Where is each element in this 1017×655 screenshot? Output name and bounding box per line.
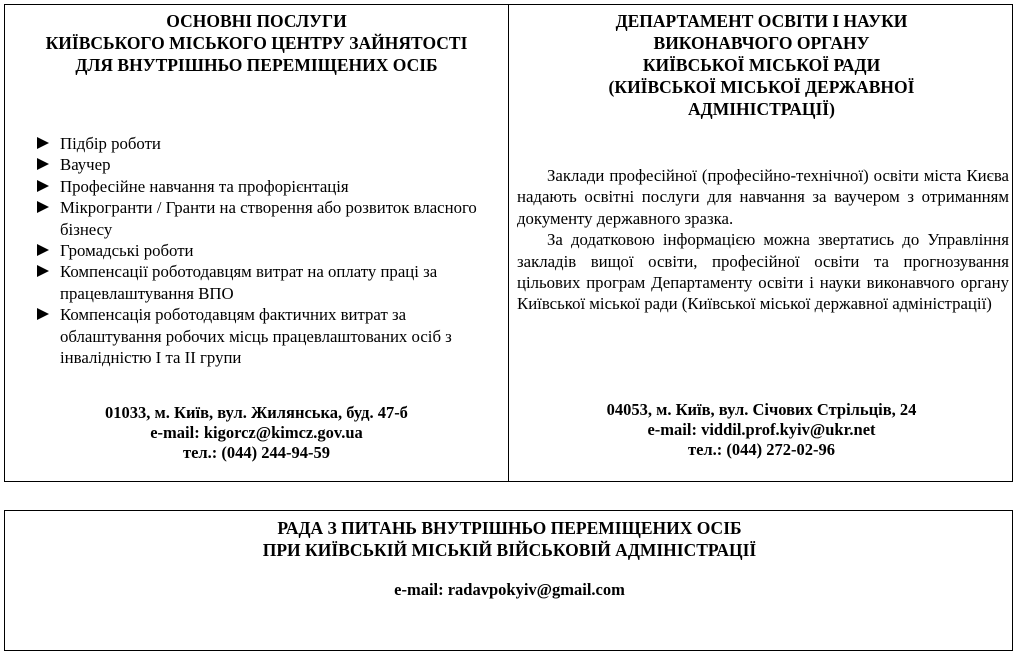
employment-center-phone: тел.: (044) 244-94-59	[182, 443, 331, 462]
list-item	[37, 261, 501, 304]
list-item	[37, 304, 501, 368]
idp-council-email[interactable]: e-mail: radavpokyiv@gmail.com	[394, 580, 625, 599]
education-department-contacts	[509, 400, 1014, 460]
employment-center-email[interactable]: e-mail: kigorcz@kimcz.gov.ua	[150, 423, 363, 442]
services-table	[4, 4, 1013, 482]
list-item	[37, 240, 501, 261]
service-label: Ваучер	[60, 155, 111, 175]
idp-council-box	[4, 510, 1013, 651]
education-department-address: 04053, м. Київ, вул. Січових Стрільців, 24	[606, 400, 917, 419]
education-paragraph-1: Заклади професійної (професійно-технічної) освіти міста Києва надають освітні послуги для навчання за ваучером з отриманням документу державного зразка.	[517, 166, 1009, 228]
list-item	[37, 133, 501, 154]
list-item	[37, 154, 501, 175]
triangle-bullet-icon	[37, 201, 49, 213]
list-item	[37, 197, 501, 240]
triangle-bullet-icon	[37, 308, 49, 320]
service-label: Професійне навчання та профорієнтація	[60, 176, 349, 196]
triangle-bullet-icon	[37, 265, 49, 277]
service-label: Компенсації роботодавцям витрат на оплату праці за працевлаштування ВПО	[60, 262, 438, 303]
triangle-bullet-icon	[37, 137, 49, 149]
list-item	[37, 176, 501, 197]
employment-center-address: 01033, м. Київ, вул. Жилянська, буд. 47-б	[105, 403, 408, 422]
education-department-phone: тел.: (044) 272-02-96	[687, 440, 836, 459]
education-department-text	[517, 165, 1009, 315]
service-label: Компенсація роботодавцям фактичних витрат за облаштування робочих місць працевлаштованих осіб з інвалідністю І та ІІ групи	[60, 305, 452, 368]
employment-center-contacts	[5, 403, 508, 463]
service-label: Громадські роботи	[60, 241, 194, 261]
education-department-email[interactable]: e-mail: viddil.prof.kyiv@ukr.net	[647, 420, 876, 439]
triangle-bullet-icon	[37, 180, 49, 192]
triangle-bullet-icon	[37, 158, 49, 170]
service-label: Підбір роботи	[60, 134, 161, 153]
education-paragraph-2: За додатковою інформацією можна звертатись до Управління закладів вищої освіти, професійної освіти та прогнозування цільових програм Департаменту освіти і науки виконавчого органу Київської міської ради (Київської міської державної адміністрації)	[517, 230, 1009, 314]
triangle-bullet-icon	[37, 244, 49, 256]
service-label: Мікрогранти / Гранти на створення або розвиток власного бізнесу	[60, 198, 477, 239]
services-list	[37, 133, 501, 368]
employment-center-title: ОСНОВНІ ПОСЛУГИ КИЇВСЬКОГО МІСЬКОГО ЦЕНТРУ ЗАЙНЯТОСТІ ДЛЯ ВНУТРІШНЬО ПЕРЕМІЩЕНИХ ОСІБ	[45, 11, 468, 75]
idp-council-title: РАДА З ПИТАНЬ ВНУТРІШНЬО ПЕРЕМІЩЕНИХ ОСІБ ПРИ КИЇВСЬКІЙ МІСЬКІЙ ВІЙСЬКОВІЙ АДМІНІСТРАЦІЇ	[262, 518, 757, 560]
education-department-title: ДЕПАРТАМЕНТ ОСВІТИ І НАУКИ ВИКОНАВЧОГО ОРГАНУ КИЇВСЬКОЇ МІСЬКОЇ РАДИ (КИЇВСЬКОЇ МІСЬКОЇ ДЕРЖАВНОЇ АДМІНІСТРАЦІЇ)	[608, 11, 915, 119]
